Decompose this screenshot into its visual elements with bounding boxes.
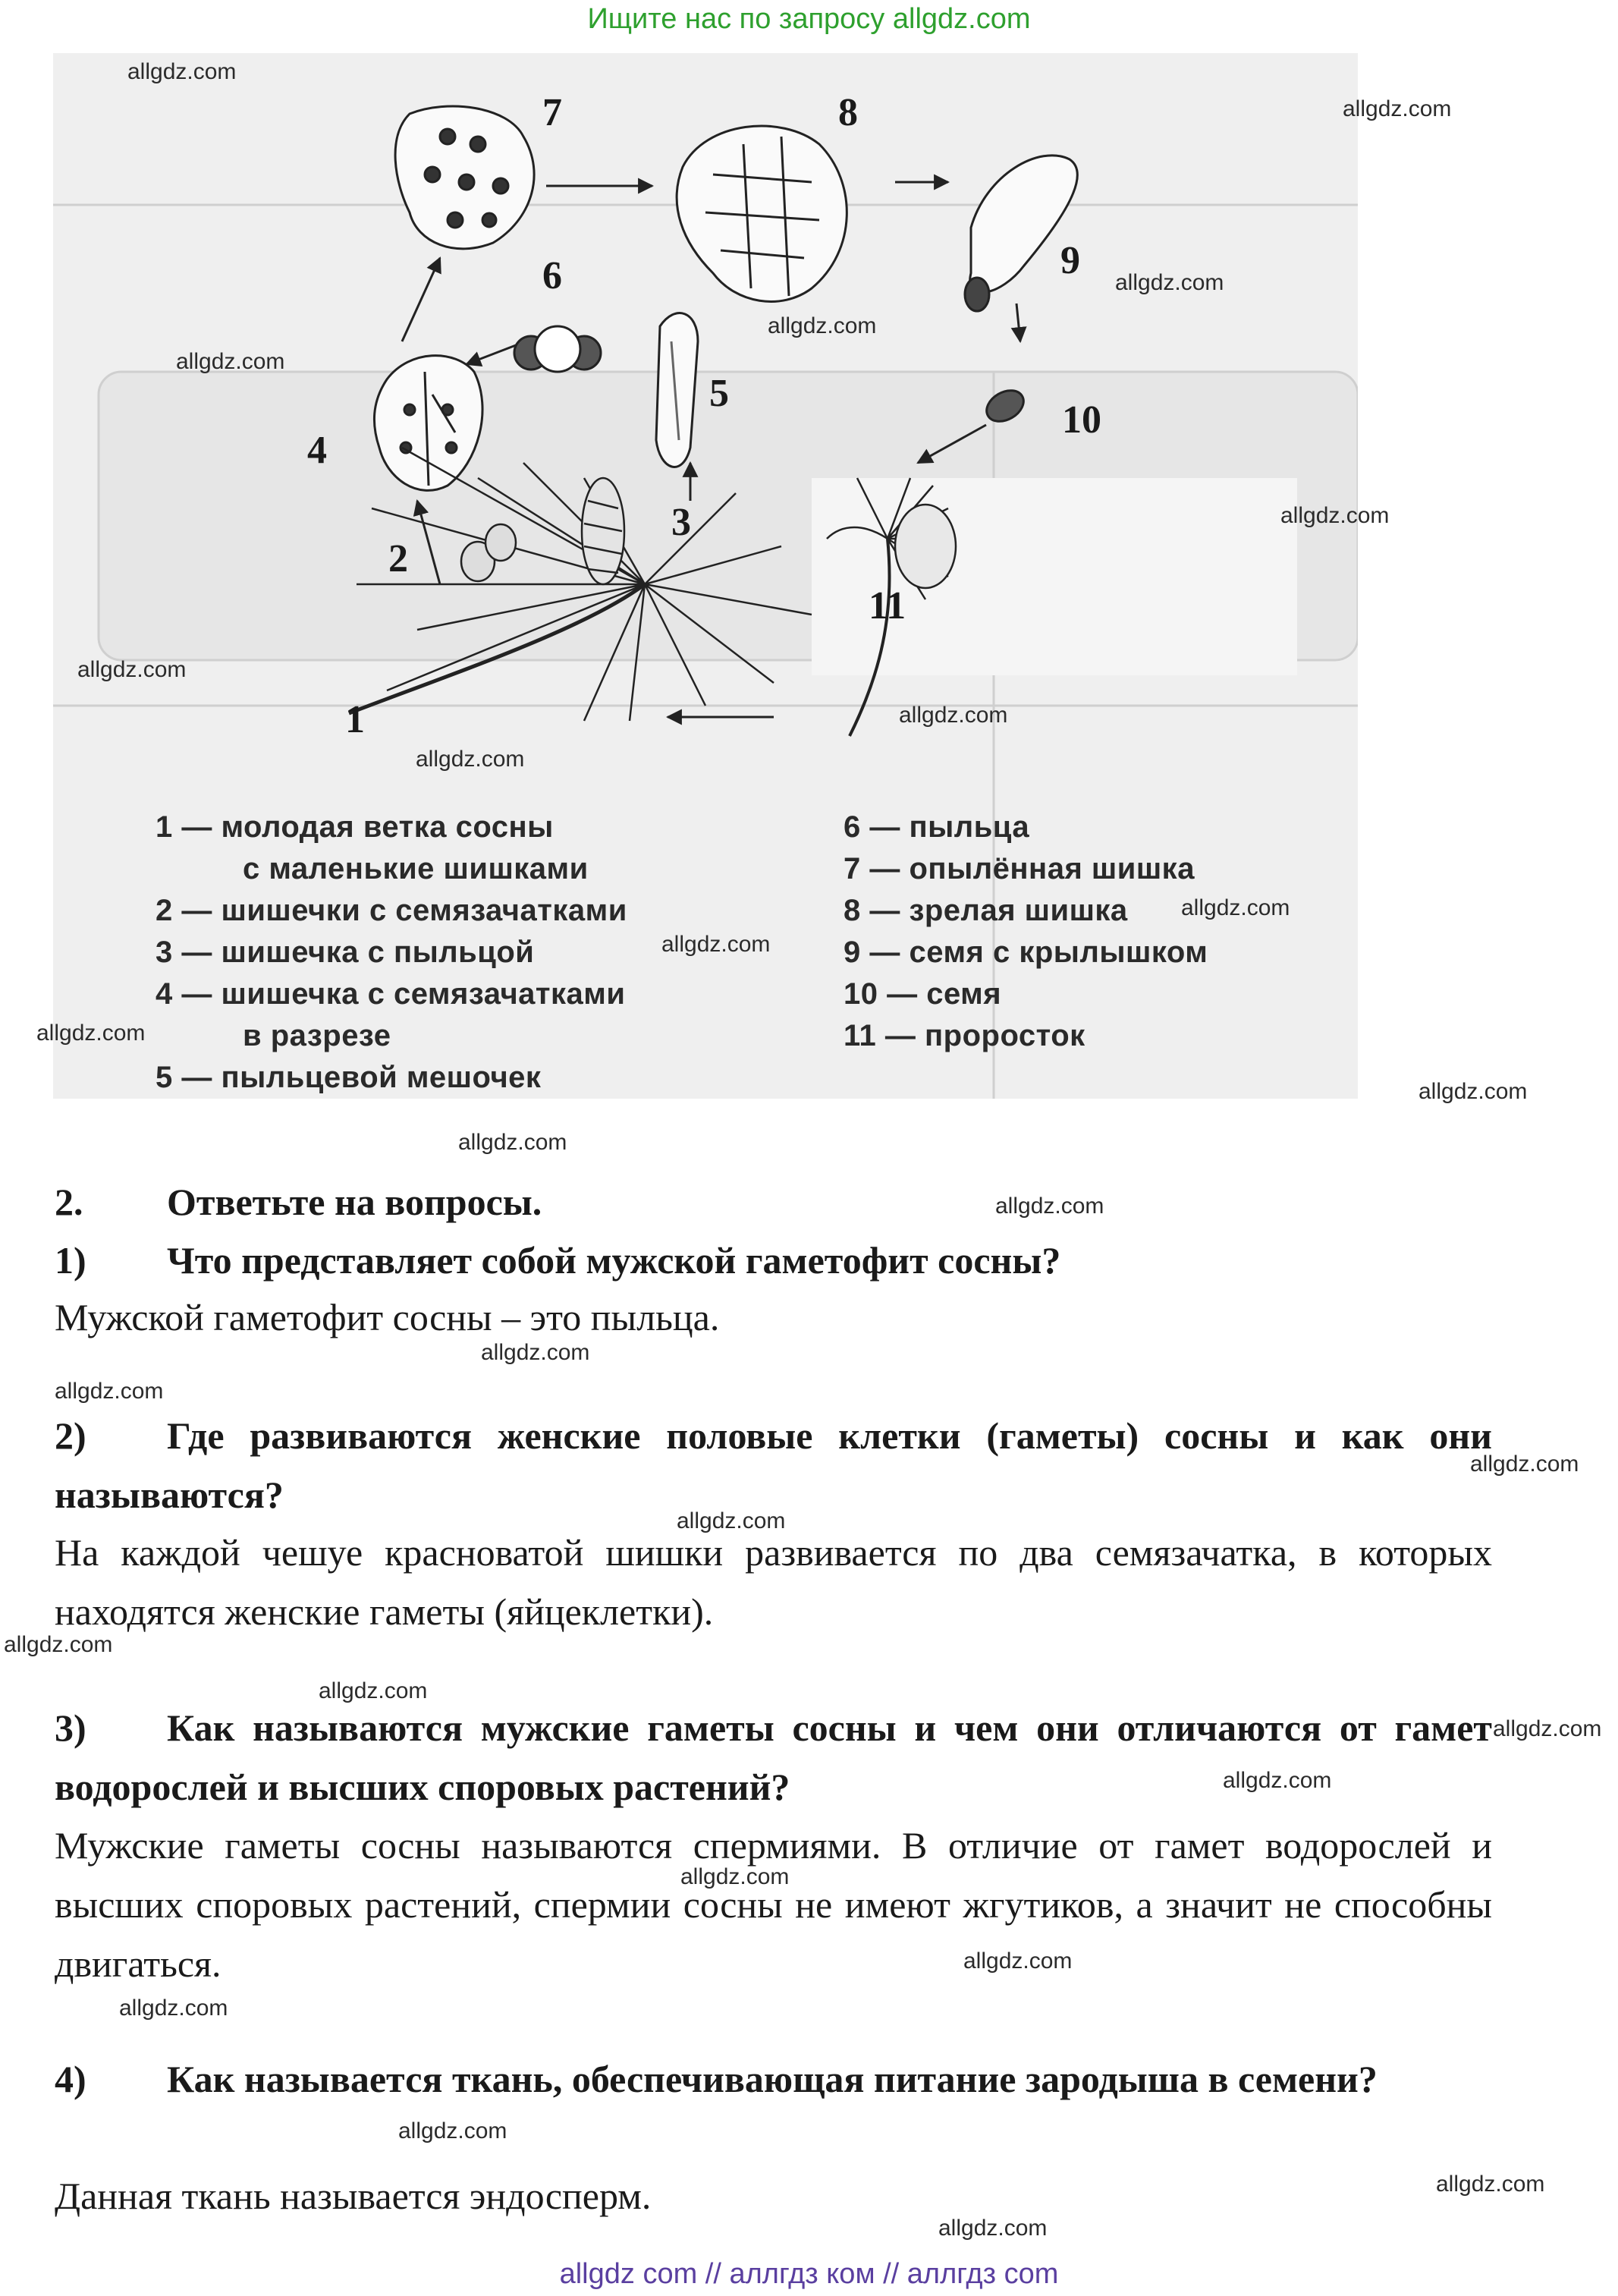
- watermark: allgdz.com: [680, 1864, 790, 1889]
- watermark: allgdz.com: [4, 1632, 113, 1657]
- watermark: allgdz.com: [661, 932, 771, 957]
- legend-item-4: 4 — шишечка с семязачатками: [156, 977, 626, 1011]
- watermark: allgdz.com: [1418, 1079, 1528, 1104]
- watermark: allgdz.com: [1115, 270, 1224, 295]
- figure-number-1: 1: [345, 698, 365, 741]
- answer-3: Мужские гаметы сосны называются спермиями. В отличие от гамет водорослей и высших споровых растений, спермии сосны не имеют жгутиков, а значит не способны двигаться.: [55, 1824, 1492, 1985]
- watermark: allgdz.com: [319, 1678, 428, 1703]
- figure-number-4: 4: [307, 429, 327, 472]
- answer-2: На каждой чешуе красноватой шишки развивается по два семязачатка, в которых находятся женские гаметы (яйцеклетки).: [55, 1531, 1492, 1633]
- answer-4: Данная ткань называется эндосперм.: [55, 2175, 652, 2217]
- question-number: 4): [55, 2058, 86, 2100]
- legend-item-8: 8 — зрелая шишка: [844, 894, 1128, 927]
- figure-number-8: 8: [838, 91, 858, 134]
- legend-item-5: 5 — пыльцевой мешочек: [156, 1061, 542, 1094]
- question-number: 3): [55, 1706, 86, 1749]
- watermark: allgdz.com: [127, 59, 237, 84]
- figure-number-9: 9: [1060, 239, 1080, 282]
- section-title: Ответьте на вопросы.: [167, 1181, 542, 1223]
- watermark: allgdz.com: [1470, 1452, 1579, 1477]
- question-text: Где развиваются женские половые клетки (гаметы) сосны и как они называются?: [55, 1414, 1492, 1516]
- top-search-link[interactable]: Ищите нас по запросу allgdz.com: [587, 3, 1031, 35]
- legend-item-1-continued: с маленькие шишками: [243, 852, 589, 885]
- watermark: allgdz.com: [1280, 503, 1390, 528]
- legend-item-9: 9 — семя с крылышком: [844, 936, 1208, 969]
- watermark: allgdz.com: [1436, 2172, 1545, 2197]
- legend-item-10: 10 — семя: [844, 977, 1002, 1011]
- legend-item-11: 11 — проросток: [844, 1019, 1085, 1052]
- watermark: allgdz.com: [416, 747, 525, 772]
- bottom-site-links[interactable]: allgdz com // аллгдз ком // аллгдз com: [559, 2258, 1059, 2290]
- watermark: allgdz.com: [1493, 1716, 1602, 1741]
- watermark: allgdz.com: [77, 657, 187, 682]
- watermark: allgdz.com: [36, 1021, 146, 1046]
- section-heading: [55, 1172, 1492, 1231]
- question-4: [55, 2049, 1492, 2109]
- watermark: allgdz.com: [995, 1194, 1104, 1219]
- figure-number-11: 11: [869, 584, 906, 627]
- figure-number-2: 2: [388, 537, 408, 580]
- watermark: allgdz.com: [481, 1340, 590, 1365]
- figure-number-5: 5: [709, 372, 729, 415]
- watermark: allgdz.com: [899, 703, 1008, 728]
- legend-item-3: 3 — шишечка с пыльцой: [156, 936, 535, 969]
- legend-item-7: 7 — опылённая шишка: [844, 852, 1195, 885]
- legend-item-2: 2 — шишечки с семязачатками: [156, 894, 627, 927]
- figure-number-3: 3: [671, 501, 691, 544]
- watermark: allgdz.com: [458, 1130, 567, 1155]
- fade-box: [812, 478, 1297, 675]
- legend-item-1: 1 — молодая ветка сосны: [156, 810, 554, 844]
- figure-number-10: 10: [1062, 398, 1101, 442]
- question-3: [55, 1698, 1492, 1816]
- watermark: allgdz.com: [176, 349, 285, 374]
- answer-1: Мужской гаметофит сосны – это пыльца.: [55, 1296, 720, 1338]
- legend-item-6: 6 — пыльца: [844, 810, 1030, 844]
- watermark: allgdz.com: [55, 1379, 164, 1404]
- watermark: allgdz.com: [1181, 895, 1290, 920]
- watermark: allgdz.com: [938, 2216, 1048, 2241]
- watermark: allgdz.com: [1343, 96, 1452, 121]
- pollen-sac-drawing: [656, 313, 698, 467]
- legend-item-4-continued: в разрезе: [243, 1019, 391, 1052]
- watermark: allgdz.com: [1223, 1768, 1332, 1793]
- watermark: allgdz.com: [963, 1948, 1073, 1974]
- watermark: allgdz.com: [768, 313, 877, 338]
- figure-number-6: 6: [542, 254, 562, 297]
- question-2: [55, 1406, 1492, 1524]
- section-number: 2.: [55, 1181, 83, 1223]
- question-text: Как называются мужские гаметы сосны и чем они отличаются от гамет водорослей и высших споровых растений?: [55, 1706, 1492, 1808]
- watermark: allgdz.com: [119, 1996, 228, 2021]
- question-1: [55, 1231, 1492, 1290]
- watermark: allgdz.com: [398, 2118, 507, 2143]
- question-number: 1): [55, 1239, 86, 1282]
- question-text: Что представляет собой мужской гаметофит сосны?: [167, 1239, 1061, 1282]
- watermark: allgdz.com: [677, 1508, 786, 1533]
- figure-number-7: 7: [542, 91, 562, 134]
- question-text: Как называется ткань, обеспечивающая питание зародыша в семени?: [167, 2058, 1378, 2100]
- question-number: 2): [55, 1414, 86, 1457]
- pollinated-cone-drawing: [395, 106, 534, 249]
